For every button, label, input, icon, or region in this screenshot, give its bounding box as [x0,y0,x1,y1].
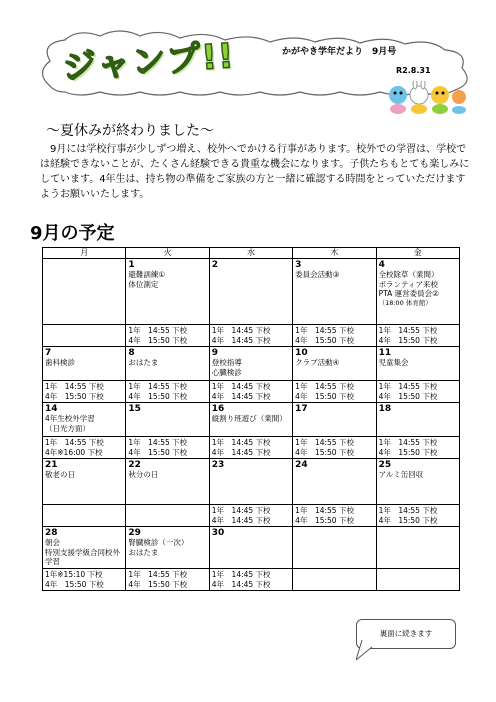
dismissal-times: 1年 14:55 下校 4年 15:50 下校 [293,325,376,347]
dismissal-times: 1年 14:55 下校 4年※16:00 下校 [43,437,126,459]
intro-heading: ～夏休みが終わりました～ [46,123,214,139]
day-cell [209,259,292,325]
day-cell [293,403,376,437]
day-number: 21 [45,460,58,470]
day-number: 2 [211,260,219,270]
week-2-times-row [43,381,460,403]
week-1-times-row [43,325,460,347]
day-events: 朝会 特別支援学級合同校外学習 [45,538,120,566]
day-cell [43,459,126,505]
intro-paragraph: 9月には学校行事が少しずつ増え、校外へでかける行事があります。校外での学習は、学校では経験できないことが、たくさん経験できる貴重な機会になります。子供たちもとても楽しみにしています。4年生は、持ち物の準備をご家族の方と一緒に確認する時間をとっていただけますようお願いいたします。 [40,144,470,200]
day-events: 歯科検診 [45,358,75,367]
dismissal-times: 1年 14:45 下校 4年 14:45 下校 [209,437,292,459]
day-cell [126,459,209,505]
day-cell [209,459,292,505]
dismissal-times: 1年 14:55 下校 4年 15:50 下校 [376,437,459,459]
day-events: 秋分の日 [128,470,159,479]
day-cell [43,527,126,569]
day-cell [376,459,459,505]
day-number: 14 [45,404,58,414]
day-number: 10 [295,348,308,358]
week-5-events-row [43,527,460,569]
day-cell [376,527,459,569]
day-events: 敬老の日 [45,470,75,479]
day-cell [209,527,292,569]
dismissal-times [376,569,459,591]
day-events: 4年生校外学習 （日光方面） [45,414,95,433]
day-number: 29 [128,528,141,538]
dismissal-times [293,569,376,591]
animal-characters-illustration [386,81,468,115]
dismissal-times: 1年 14:45 下校 4年 14:45 下校 [209,505,292,527]
weekday-thu: 木 [293,248,376,259]
day-cell [376,259,459,325]
day-number: 15 [128,404,141,414]
day-events: 登校指導 心臓検診 [211,358,242,377]
day-cell [126,527,209,569]
day-cell [209,403,292,437]
day-number: 24 [295,460,308,470]
day-number: 4 [378,260,385,270]
day-number: 16 [211,404,225,414]
day-cell [126,403,209,437]
day-cell [43,347,126,381]
day-number: 30 [211,528,225,538]
dismissal-times: 1年 14:55 下校 4年 15:50 下校 [376,505,459,527]
day-cell [293,459,376,505]
day-number: 22 [128,460,141,470]
day-events: 縦割り班遊び（業間） [211,414,287,423]
day-events: クラブ活動④ [295,358,340,367]
september-calendar [42,247,460,591]
dismissal-times: 1年 14:45 下校 4年 14:45 下校 [209,381,292,403]
dismissal-times: 1年 14:55 下校 4年 15:50 下校 [376,381,459,403]
day-number: 11 [378,348,392,358]
dismissal-times: 1年 14:45 下校 4年 14:45 下校 [209,569,292,591]
dismissal-times: 1年 14:55 下校 4年 15:50 下校 [293,505,376,527]
week-1-events-row [43,259,460,325]
dismissal-times: 1年 14:55 下校 4年 15:50 下校 [126,381,209,403]
day-cell [293,527,376,569]
day-number: 23 [211,460,225,470]
dismissal-times: 1年 14:55 下校 4年 15:50 下校 [126,437,209,459]
week-4-times-row [43,505,460,527]
dismissal-times: 1年 14:55 下校 4年 15:50 下校 [293,381,376,403]
day-number: 18 [378,404,392,414]
schedule-heading: 9月の予定 [30,223,115,244]
week-3-events-row [43,403,460,437]
day-events: 委員会活動③ [295,270,340,279]
day-cell [209,347,292,381]
week-2-events-row [43,347,460,381]
day-events: アルミ缶回収 [378,470,424,479]
day-events: 児童集会 [378,358,409,367]
day-number: 8 [128,348,135,358]
day-cell [126,347,209,381]
weekday-fri: 金 [376,248,459,259]
weekday-tue: 火 [126,248,209,259]
day-events: 避難訓練① 体位測定 [128,270,166,289]
day-events: 腎臓検診（一次） おはたま [128,538,189,557]
day-cell [293,347,376,381]
speech-bubble-tail [356,640,376,662]
day-event-note: （18:00 体育館） [378,298,432,307]
weekday-header-row [43,248,460,259]
weekday-mon: 月 [43,248,126,259]
dismissal-times: 1年 14:45 下校 4年 14:45 下校 [209,325,292,347]
week-3-times-row [43,437,460,459]
day-cell [293,259,376,325]
day-cell [126,259,209,325]
day-cell [376,347,459,381]
day-number: 1 [128,260,135,270]
dismissal-times [126,505,209,527]
dismissal-times: 1年 14:55 下校 4年 15:50 下校 [376,325,459,347]
day-cell [43,259,126,325]
week-5-times-row [43,569,460,591]
newsletter-logo: ジャンプ!! [61,36,236,88]
dismissal-times: 1年 14:55 下校 4年 15:50 下校 [126,325,209,347]
day-number: 9 [211,348,219,358]
weekday-wed: 水 [209,248,292,259]
dismissal-times: 1年※15:10 下校 4年 15:50 下校 [43,569,126,591]
dismissal-times: 1年 14:55 下校 4年 15:50 下校 [43,381,126,403]
newsletter-title: かがやき学年だより 9月号 [282,47,397,57]
week-4-events-row [43,459,460,505]
day-events: 全校除草（業間） ボランティア来校 PTA 運営委員会② [378,270,439,298]
day-number: 17 [295,404,308,414]
day-number: 25 [378,460,392,470]
dismissal-times: 1年 14:55 下校 4年 15:50 下校 [126,569,209,591]
dismissal-times [43,325,126,347]
day-events: おはたま [128,358,159,367]
day-number: 7 [45,348,52,358]
day-cell [376,403,459,437]
continued-on-back-note: 裏面に続きます [356,619,456,649]
dismissal-times [43,505,126,527]
day-number: 3 [295,260,302,270]
day-number: 28 [45,528,58,538]
day-cell [43,403,126,437]
dismissal-times: 1年 14:55 下校 4年 15:50 下校 [293,437,376,459]
issue-date: R2.8.31 [396,66,431,75]
